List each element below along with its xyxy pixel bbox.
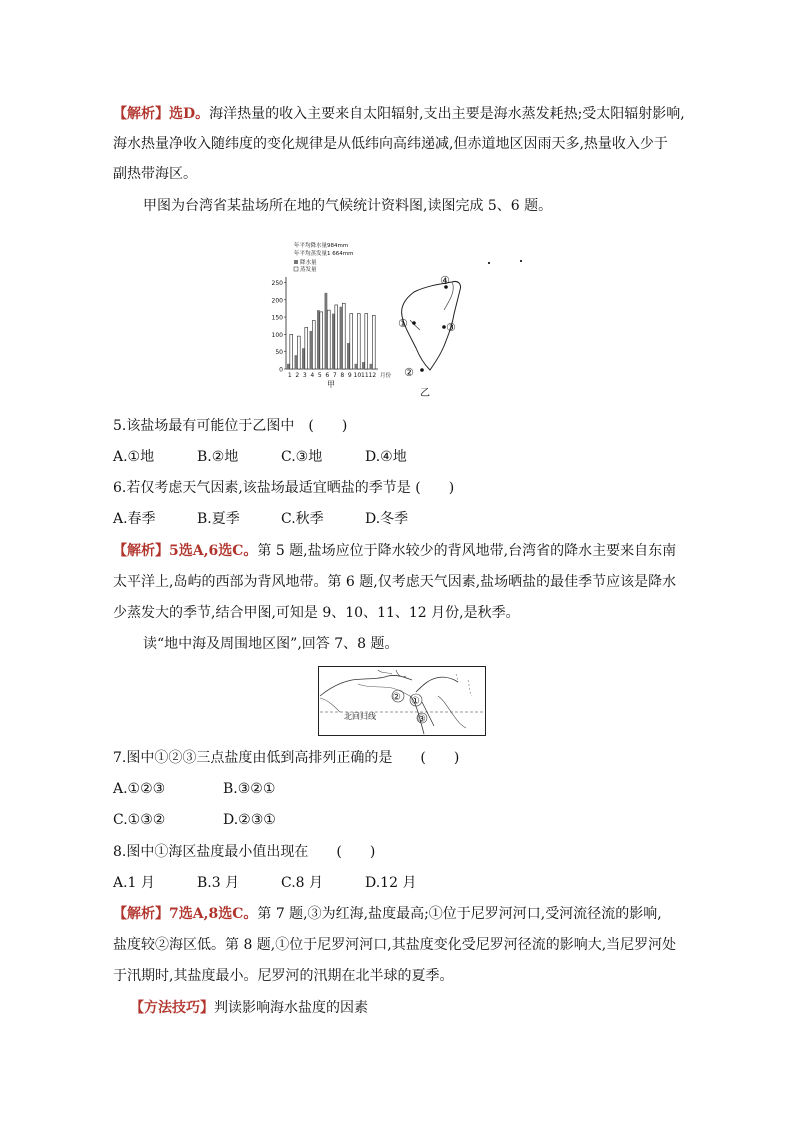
med-label-1: ①	[411, 696, 420, 707]
bar-evaporation	[342, 303, 345, 369]
q7-option-b[interactable]: B.③②①	[223, 781, 276, 797]
climate-chart	[262, 237, 392, 397]
explanation-answer: 5选A,6选C。	[169, 543, 258, 559]
legend-label-evaporation: 蒸发量	[300, 267, 317, 273]
y-tick-label: 100	[271, 331, 283, 339]
y-tick-label: 0	[279, 366, 283, 374]
x-axis-label: 月份	[380, 373, 392, 379]
bar-evaporation	[305, 327, 308, 369]
question-6-stem: 6.若仅考虑天气因素,该盐场最适宜晒盐的季节是 ( )	[113, 480, 455, 496]
explanation-text: 海洋热量的收入主要来自太阳辐射,支出主要是海水蒸发耗热;受太阳辐射影响,	[209, 106, 685, 122]
bar-evaporation	[327, 310, 330, 369]
explanation-1-line-2: 海水热量净收入随纬度的变化规律是从低纬向高纬递减,但赤道地区因雨天多,热量收入少于	[113, 136, 668, 152]
chart-title-line-1: 年平均降水量984mm	[294, 243, 349, 249]
q7-option-a[interactable]: A.①②③	[113, 781, 166, 797]
explanation-text: 第 5 题,盐场应位于降水较少的背风地带,台湾省的降水主要来自东南	[257, 543, 677, 559]
y-tick-label: 200	[271, 297, 283, 305]
question-5-stem: 5.该盐场最有可能位于乙图中 ( )	[113, 418, 348, 434]
bar-evaporation	[365, 314, 368, 369]
bar-evaporation	[372, 315, 375, 369]
bar-precipitation	[362, 362, 365, 369]
legend-swatch-evaporation	[294, 267, 298, 271]
chart-caption: 甲	[327, 380, 335, 389]
q7-option-d[interactable]: D.②③①	[223, 812, 276, 828]
q5-option-b[interactable]: B.②地	[197, 449, 239, 465]
bar-precipitation	[310, 331, 313, 369]
x-tick-label: 7	[332, 372, 337, 379]
bar-evaporation	[350, 314, 353, 369]
q8-option-b[interactable]: B.3 月	[197, 875, 240, 891]
q6-option-a[interactable]: A.春季	[113, 511, 156, 527]
q5-option-a[interactable]: A.①地	[113, 449, 155, 465]
explanation-1-line-1	[113, 105, 685, 123]
explanation-tag: 【解析】	[113, 906, 169, 922]
x-tick-label: 9	[347, 372, 352, 379]
q6-option-c[interactable]: C.秋季	[281, 511, 324, 527]
x-tick-label: 3	[302, 372, 307, 379]
x-tick-label: 5	[317, 372, 322, 379]
tropic-label: 北回归线	[344, 712, 376, 721]
question-7-options-row-1	[113, 780, 275, 798]
bar-precipitation	[332, 314, 335, 369]
x-tick-label: 12	[368, 372, 377, 379]
map-caption: 乙	[420, 388, 430, 399]
mediterranean-map	[318, 666, 486, 736]
question-8-stem: 8.图中①海区盐度最小值出现在 ( )	[113, 844, 376, 860]
y-tick-label: 250	[271, 279, 283, 287]
x-tick-label: 10	[353, 372, 362, 379]
legend-swatch-precipitation	[294, 260, 298, 264]
explanation-2-line-1	[113, 542, 676, 560]
explanation-3-line-2: 盐度较②海区低。第 8 题,①位于尼罗河河口,其盐度变化受尼罗河径流的影响大,当尼罗河处	[113, 937, 677, 953]
bar-precipitation	[347, 343, 350, 369]
explanation-1-line-3: 副热带海区。	[113, 166, 197, 182]
stray-dot	[520, 260, 522, 262]
x-tick-label: 4	[310, 372, 315, 379]
explanation-3-line-1	[113, 905, 662, 923]
bar-evaporation	[320, 312, 323, 369]
bar-precipitation	[325, 293, 328, 369]
method-tag: 【方法技巧】	[130, 1000, 214, 1016]
explanation-tag: 【解析】	[113, 543, 169, 559]
q5-option-d[interactable]: D.④地	[365, 449, 407, 465]
x-tick-label: 2	[295, 372, 300, 379]
x-tick-label: 11	[361, 372, 369, 379]
map-point-2	[420, 368, 424, 372]
map-label-4: ④	[440, 274, 450, 287]
question-8-options	[113, 874, 449, 892]
map-label-2: ②	[404, 366, 414, 379]
q7-option-c[interactable]: C.①③②	[113, 812, 166, 828]
bar-precipitation	[302, 348, 305, 369]
bar-precipitation	[340, 307, 343, 369]
map-point-1	[412, 321, 416, 325]
chart-title-line-2: 年平均蒸发量1 664mm	[294, 251, 354, 257]
y-tick-label: 50	[275, 349, 283, 357]
explanation-2-line-3: 少蒸发大的季节,结合甲图,可知是 9、10、11、12 月份,是秋季。	[113, 605, 520, 621]
question-7-options-row-2	[113, 811, 276, 829]
legend-label-precipitation: 降水量	[300, 260, 317, 266]
intro-7-8: 读“地中海及周围地区图”,回答 7、8 题。	[143, 636, 399, 652]
bar-precipitation	[355, 364, 358, 369]
map-label-1: ①	[398, 317, 408, 330]
bar-precipitation	[295, 355, 298, 369]
bar-evaporation	[312, 321, 315, 369]
x-tick-label: 6	[325, 372, 330, 379]
question-7-stem: 7.图中①②③三点盐度由低到高排列正确的是 ( )	[113, 750, 460, 766]
q8-option-c[interactable]: C.8 月	[281, 875, 324, 891]
stray-dot	[488, 262, 490, 264]
explanation-3-line-3: 于汛期时,其盐度最小。尼罗河的汛期在北半球的夏季。	[113, 968, 454, 984]
bar-evaporation	[357, 314, 360, 369]
q6-option-b[interactable]: B.夏季	[197, 511, 240, 527]
q5-option-c[interactable]: C.③地	[281, 449, 323, 465]
explanation-answer: 选D。	[169, 106, 210, 122]
bar-precipitation	[317, 310, 320, 369]
bar-evaporation	[297, 336, 300, 369]
explanation-answer: 7选A,8选C。	[169, 906, 258, 922]
explanation-2-line-2: 太平洋上,岛屿的西部为背风地带。第 6 题,仅考虑天气因素,盐场晒盐的最佳季节应该是降水	[113, 574, 677, 590]
q8-option-d[interactable]: D.12 月	[365, 875, 417, 891]
x-tick-label: 8	[340, 372, 345, 379]
taiwan-map	[392, 270, 502, 400]
x-tick-label: 1	[287, 372, 292, 379]
explanation-tag: 【解析】	[113, 106, 169, 122]
method-tip	[130, 999, 368, 1017]
map-label-3: ③	[446, 321, 456, 334]
explanation-text: 第 7 题,③为红海,盐度最高;①位于尼罗河河口,受河流径流的影响,	[257, 906, 662, 922]
y-tick-label: 150	[271, 314, 283, 322]
bar-evaporation	[290, 334, 293, 369]
method-text: 判读影响海水盐度的因素	[214, 1000, 368, 1016]
q6-option-d[interactable]: D.冬季	[365, 511, 409, 527]
bar-precipitation	[287, 364, 290, 369]
bar-evaporation	[335, 305, 338, 369]
question-5-options	[113, 448, 449, 466]
q8-option-a[interactable]: A.1 月	[113, 875, 155, 891]
intro-5-6: 甲图为台湾省某盐场所在地的气候统计资料图,读图完成 5、6 题。	[143, 198, 553, 214]
question-6-options	[113, 510, 449, 528]
bar-precipitation	[370, 364, 373, 369]
med-label-2: ②	[392, 692, 401, 703]
med-label-3: ③	[417, 714, 426, 725]
